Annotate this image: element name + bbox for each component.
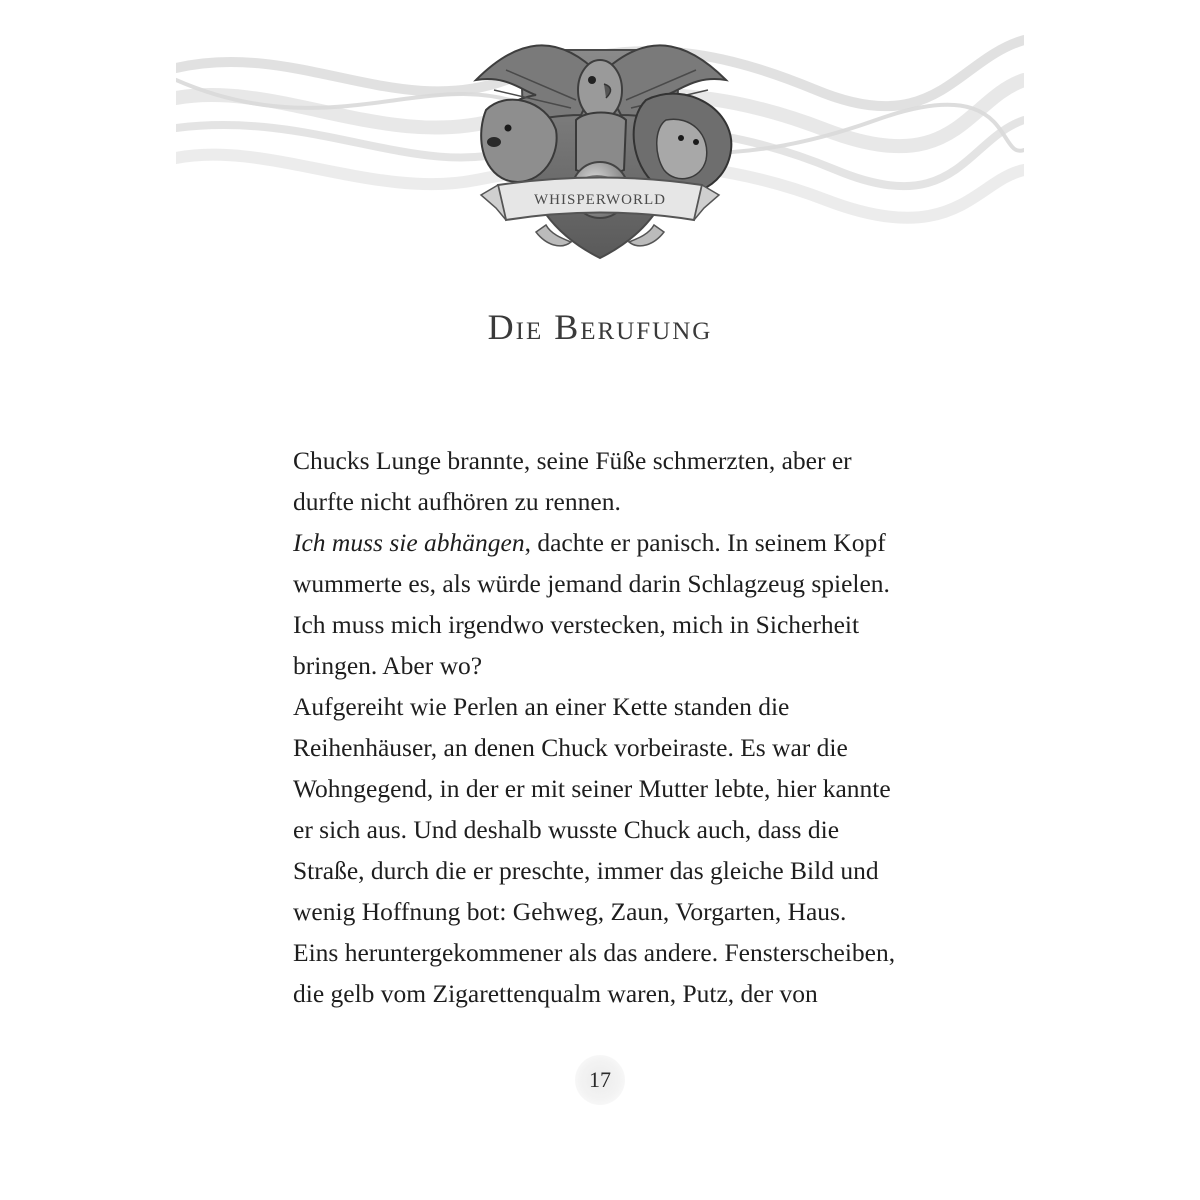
line-text: die gelb vom Zigarettenqualm waren, Putz, der von — [293, 979, 818, 1008]
text-line — [293, 727, 933, 768]
text-line — [293, 604, 933, 645]
chapter-header-illustration — [176, 20, 1024, 270]
text-line — [293, 686, 933, 727]
text-line — [293, 932, 933, 973]
line-text: Reihenhäuser, an denen Chuck vorbeiraste. Es war die — [293, 733, 848, 762]
text-line — [293, 891, 933, 932]
line-text: Chucks Lunge brannte, seine Füße schmerzten, aber er — [293, 446, 852, 475]
body-text — [293, 440, 933, 1014]
line-text: Wohngegend, in der er mit seiner Mutter lebte, hier kannte — [293, 774, 891, 803]
text-line — [293, 809, 933, 850]
text-line — [293, 850, 933, 891]
chapter-title: Die Berufung — [487, 307, 713, 347]
text-line — [293, 440, 933, 481]
text-line — [293, 645, 933, 686]
text-line — [293, 768, 933, 809]
line-text: durfte nicht aufhören zu rennen. — [293, 487, 621, 516]
crest-with-animals-icon — [476, 45, 731, 258]
page-number-badge — [575, 1055, 625, 1105]
line-text: Ich muss mich irgendwo verstecken, mich in Sicherheit — [293, 610, 860, 639]
line-text: wummerte es, als würde jemand darin Schlagzeug spielen. — [293, 569, 890, 598]
emblem-banner-text: WHISPERWORLD — [534, 192, 666, 208]
text-line — [293, 973, 933, 1014]
line-text: bringen. Aber wo? — [293, 651, 483, 680]
italic-phrase: Ich muss sie abhängen — [293, 528, 525, 557]
line-text: , dachte er panisch. In seinem Kopf — [524, 528, 886, 557]
text-line — [293, 481, 933, 522]
line-text: Eins heruntergekommener als das andere. Fensterscheiben, — [293, 938, 896, 967]
line-text: wenig Hoffnung bot: Gehweg, Zaun, Vorgarten, Haus. — [293, 897, 847, 926]
line-text: Straße, durch die er preschte, immer das gleiche Bild und — [293, 856, 879, 885]
page-number: 17 — [589, 1067, 611, 1092]
line-text: Aufgereiht wie Perlen an einer Kette standen die — [293, 692, 790, 721]
line-text: er sich aus. Und deshalb wusste Chuck auch, dass die — [293, 815, 840, 844]
text-line — [293, 522, 933, 563]
text-line — [293, 563, 933, 604]
